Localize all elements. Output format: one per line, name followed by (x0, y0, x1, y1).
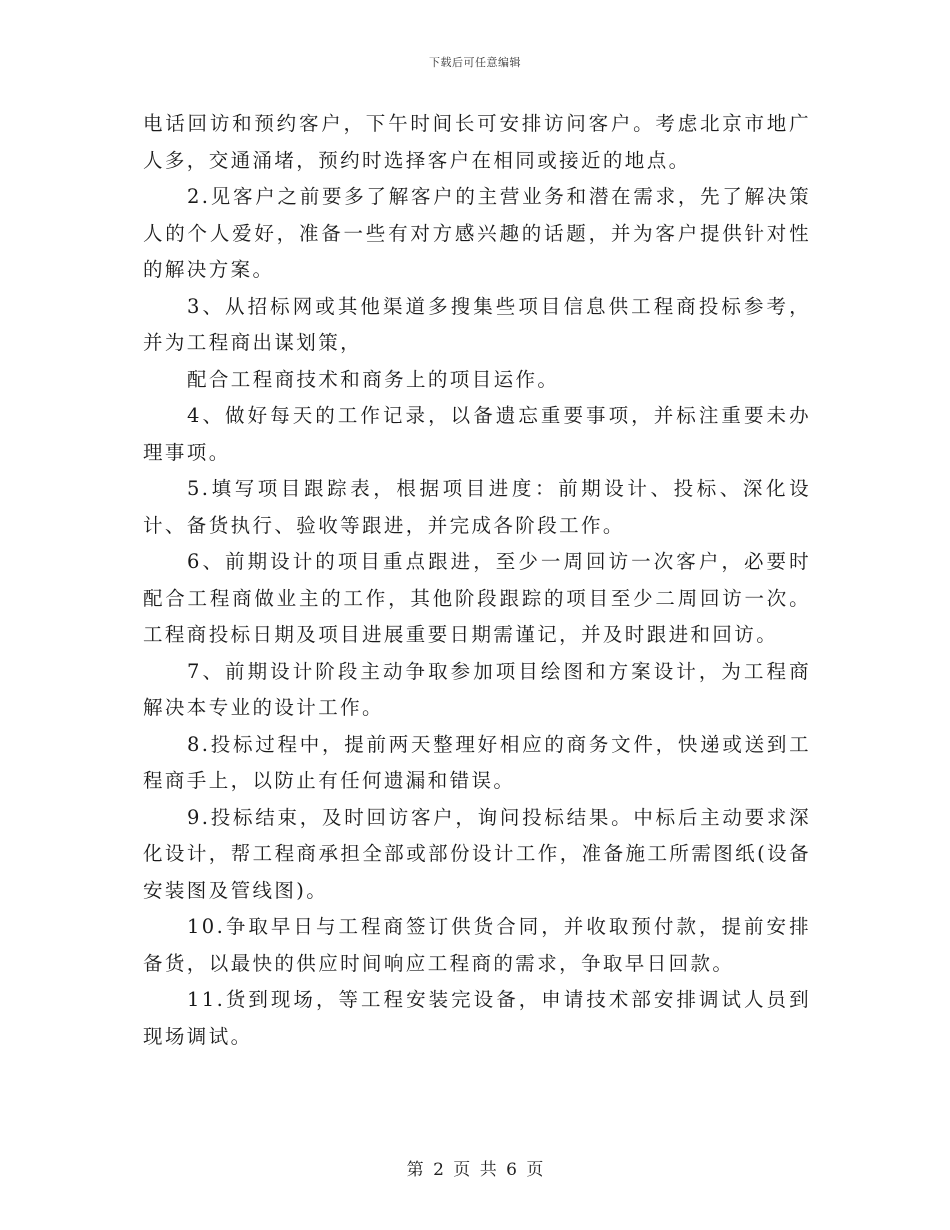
page-number: 第 2 页 共 6 页 (406, 1160, 544, 1180)
paragraph-3: 3、从招标网或其他渠道多搜集些项目信息供工程商投标参考，并为工程商出谋划策， (143, 294, 811, 354)
paragraph-12: 11.货到现场，等工程安装完设备，申请技术部安排调试人员到现场调试。 (143, 988, 811, 1048)
paragraph-10: 9.投标结束，及时回访客户，询问投标结果。中标后主动要求深化设计，帮工程商承担全部或部份设计工作，准备施工所需图纸(设备安装图及管线图)。 (143, 805, 811, 902)
paragraph-4: 配合工程商技术和商务上的项目运作。 (187, 367, 560, 391)
paragraph-8: 7、前期设计阶段主动争取参加项目绘图和方案设计，为工程商解决本专业的设计工作。 (143, 659, 811, 719)
paragraph-5: 4、做好每天的工作记录，以备遗忘重要事项，并标注重要未办理事项。 (143, 404, 811, 464)
page-header-note: 下载后可任意编辑 (429, 56, 521, 69)
paragraph-2: 2.见客户之前要多了解客户的主营业务和潜在需求，先了解决策人的个人爱好，准备一些有对方感兴趣的话题，并为客户提供针对性的解决方案。 (143, 185, 811, 281)
paragraph-7: 6、前期设计的项目重点跟进，至少一周回访一次客户，必要时配合工程商做业主的工作，其他阶段跟踪的项目至少二周回访一次。工程商投标日期及项目进展重要日期需谨记，并及时跟进和回访。 (143, 550, 811, 646)
paragraph-9: 8.投标过程中，提前两天整理好相应的商务文件，快递或送到工程商手上，以防止有任何遗漏和错误。 (143, 732, 811, 792)
document-body (143, 106, 811, 1055)
paragraph-11: 10.争取早日与工程商签订供货合同，并收取预付款，提前安排备货，以最快的供应时间响应工程商的需求，争取早日回款。 (143, 915, 811, 975)
paragraph-6: 5.填写项目跟踪表，根据项目进度：前期设计、投标、深化设计、备货执行、验收等跟进，并完成各阶段工作。 (143, 477, 811, 537)
paragraph-1: 电话回访和预约客户，下午时间长可安排访问客户。考虑北京市地广人多，交通涌堵，预约时选择客户在相同或接近的地点。 (143, 112, 811, 172)
